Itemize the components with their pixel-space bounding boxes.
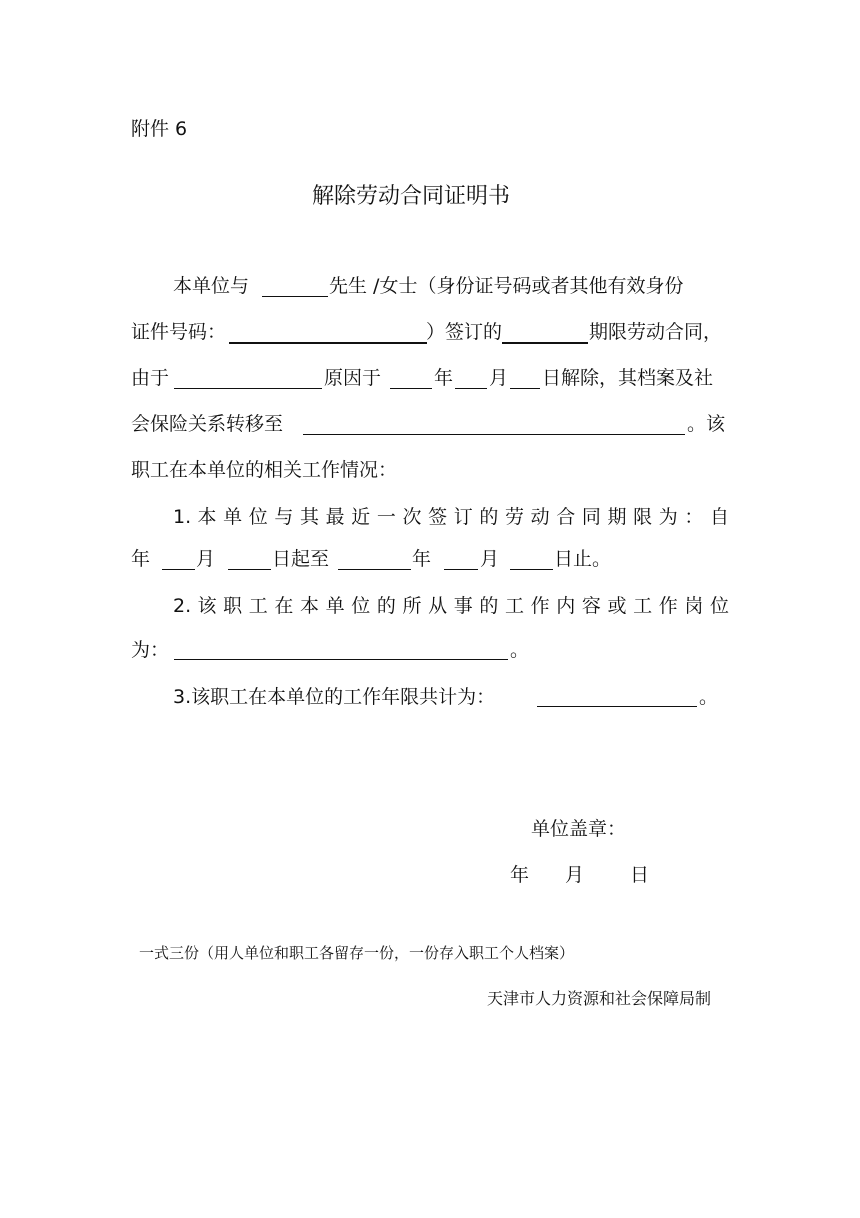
item1-year2-label: 年: [412, 548, 432, 570]
item1-month-label: 月: [196, 548, 216, 570]
line1-text-a: 本单位与: [173, 275, 250, 297]
copies-note: 一式三份（用人单位和职工各留存一份，一份存入职工个人档案）: [139, 944, 575, 962]
item1-month2-label: 月: [480, 548, 500, 570]
line1-text-b: 先生 /女士（身份证号码或者其他有效身份: [329, 275, 684, 297]
line3-year-label: 年: [434, 367, 454, 389]
job-content-blank[interactable]: [174, 659, 508, 660]
line5-text: 职工在本单位的相关工作情况：: [131, 459, 398, 481]
transfer-destination-blank[interactable]: [303, 434, 685, 435]
line2-text-c: 期限劳动合同，: [589, 321, 723, 343]
line4-text-b: 。该: [687, 413, 726, 435]
line3-text-b: 原因于: [324, 367, 382, 389]
line3-text-e: 日解除，其档案及社: [542, 367, 714, 389]
seal-label: 单位盖章：: [531, 818, 627, 840]
item1-year-label: 年: [131, 548, 151, 570]
line3-month-label: 月: [489, 367, 509, 389]
line3-text-a: 由于: [131, 367, 170, 389]
item2-end: 。: [510, 639, 530, 661]
reason-blank[interactable]: [174, 388, 322, 389]
contract-end-day-blank[interactable]: [510, 569, 553, 570]
line2-text-a: 证件号码：: [131, 321, 227, 343]
line4-text-a: 会保险关系转移至: [131, 413, 284, 435]
id-number-blank[interactable]: [229, 342, 427, 344]
contract-start-day-blank[interactable]: [228, 569, 271, 570]
item3-label: 3.该职工在本单位的工作年限共计为：: [173, 686, 496, 708]
termination-day-blank[interactable]: [510, 388, 540, 389]
seal-day-label: 日: [630, 864, 650, 886]
item3-end: 。: [699, 686, 719, 708]
termination-month-blank[interactable]: [455, 388, 487, 389]
termination-year-blank[interactable]: [390, 388, 432, 389]
attachment-label: 附件 6: [131, 118, 188, 140]
years-worked-blank[interactable]: [537, 706, 697, 707]
document-title: 解除劳动合同证明书: [312, 184, 511, 209]
contract-end-year-blank[interactable]: [338, 569, 411, 570]
contract-end-month-blank[interactable]: [444, 569, 478, 570]
item2-label: 为：: [131, 639, 170, 661]
item1-day-from-label: 日起至: [272, 548, 330, 570]
line2-text-b: ）签订的: [426, 321, 503, 343]
contract-term-blank[interactable]: [502, 342, 588, 344]
issuer-label: 天津市人力资源和社会保障局制: [487, 989, 712, 1008]
item2-line-a: 2. 该 职 工 在 本 单 位 的 所 从 事 的 工 作 内 容 或 工 作 岗 位: [173, 595, 729, 617]
contract-start-month-blank[interactable]: [162, 569, 195, 570]
item1-day-end-label: 日止。: [554, 548, 612, 570]
seal-month-label: 月: [565, 864, 585, 886]
seal-year-label: 年: [510, 864, 530, 886]
name-blank[interactable]: [262, 296, 328, 297]
item1-line-a: 1. 本 单 位 与 其 最 近 一 次 签 订 的 劳 动 合 同 期 限 为 ： 自: [173, 506, 729, 528]
